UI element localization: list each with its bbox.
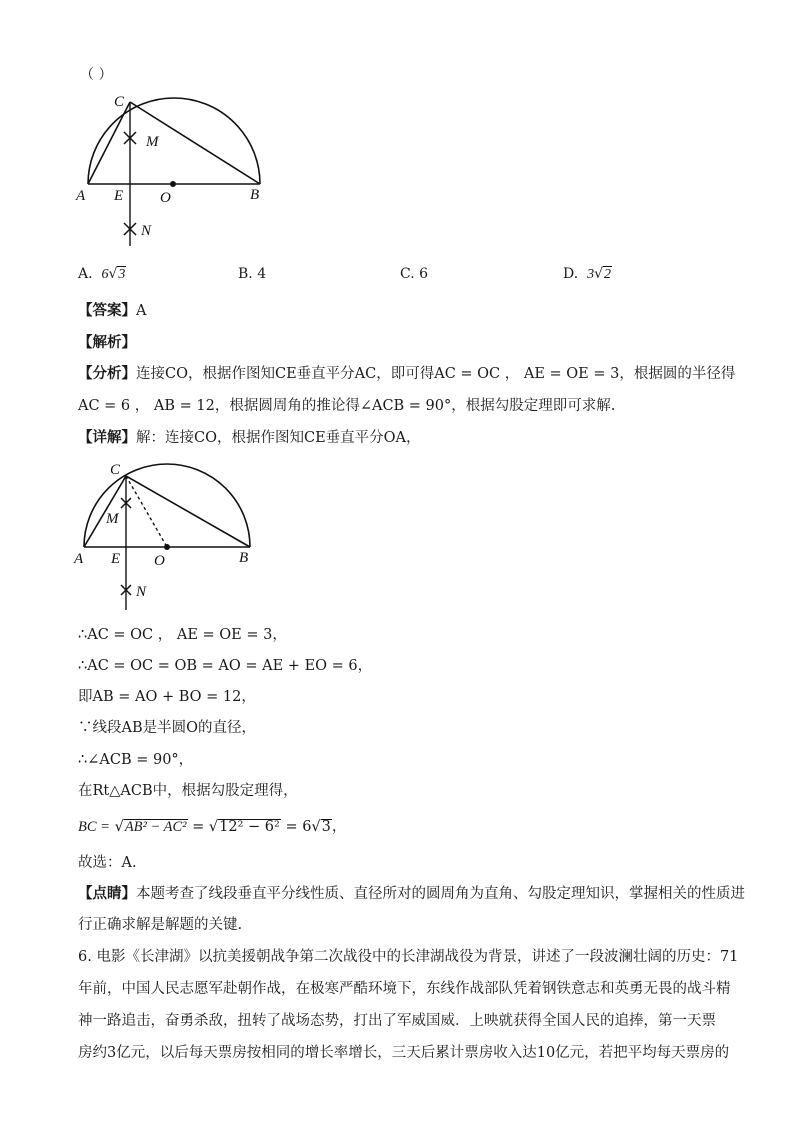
formula-root-2: 12² − 6² <box>219 819 280 835</box>
label-c: C <box>114 94 125 110</box>
formula-lhs: BC = <box>78 819 110 835</box>
option-b <box>238 266 266 282</box>
xiangjie-text: 解：连接CO，根据作图知CE垂直平分OA， <box>136 430 421 446</box>
formula-bc: BC = √AB² − AC² = √12² − 6² = 6√3， <box>78 819 347 835</box>
label-m-2: M <box>106 511 119 527</box>
step-5: ∴∠ACB = 90°， <box>78 752 194 768</box>
center-point-o-2 <box>164 544 170 550</box>
formula-result: = 6 <box>285 819 312 835</box>
figure-1-semicircle <box>70 88 280 248</box>
option-a-root: 3 <box>118 267 126 282</box>
fenxi-tag: 【分析】 <box>78 365 136 382</box>
step-3: 即AB = AO + BO = 12， <box>78 689 256 705</box>
label-e: E <box>114 188 124 204</box>
label-a: A <box>76 188 86 204</box>
question-6-line-1: 6. 电影《长津湖》以抗美援朝战争第二次战役中的长津湖战役为背景，讲述了一段波澜壮阔的历史：71 <box>78 949 739 965</box>
question-6-line-2: 年前，中国人民志愿军赴朝作战，在极寒严酷环境下，东线作战部队凭着钢铁意志和英勇无畏的战斗精 <box>78 981 731 997</box>
label-m: M <box>146 134 159 150</box>
xiangjie-tag: 【详解】 <box>78 429 136 446</box>
label-n-2: N <box>136 584 147 600</box>
answer-tag: 【答案】 <box>78 302 136 319</box>
question-6-line-3: 神一路追击，奋勇杀敌，扭转了战场态势，打出了军威国威．上映就获得全国人民的追捧，第一天票 <box>78 1013 716 1029</box>
option-b-value: 4 <box>257 266 267 282</box>
label-o-2: O <box>154 553 165 569</box>
option-d-letter: D. <box>563 266 579 282</box>
option-c-letter: C. <box>400 266 415 282</box>
formula-tail: ， <box>331 819 347 835</box>
option-d-root: 2 <box>604 267 612 282</box>
option-a-letter: A. <box>78 266 93 282</box>
fenxi-line-2: AC = 6 ， AB = 12，根据圆周角的推论得∠ACB = 90°，根据勾股定理即可求解. <box>78 398 616 414</box>
label-b: B <box>250 187 260 203</box>
option-d: D. 3√2 <box>563 266 612 282</box>
label-b-2: B <box>239 550 249 566</box>
fenxi-line-1 <box>78 364 735 384</box>
option-d-value: 3 <box>587 267 595 282</box>
fenxi-text-1: 连接CO，根据作图知CE垂直平分AC，即可得AC = OC ， AE = OE = 3，根据圆的半径得 <box>136 366 736 382</box>
question-6-line-4: 房约3亿元，以后每天票房按相同的增长率增长，三天后累计票房收入达10亿元，若把平均每天票房的 <box>78 1045 730 1061</box>
xiangjie-line <box>78 428 421 448</box>
analysis-tag: 【解析】 <box>78 334 136 351</box>
label-e-2: E <box>111 551 121 567</box>
step-1: ∴AC = OC ， AE = OE = 3， <box>78 627 287 643</box>
chord-ac-2 <box>84 476 126 547</box>
label-c-2: C <box>110 462 121 478</box>
chord-cb-2 <box>126 476 250 547</box>
label-a-2: A <box>74 551 84 567</box>
conclusion: 故选：A. <box>78 855 137 871</box>
label-o: O <box>160 190 171 206</box>
dianjing-tag: 【点睛】 <box>78 885 136 902</box>
dianjing-line-1 <box>78 884 745 904</box>
option-a-value: 6 <box>101 267 109 282</box>
answer-bracket: （ ） <box>80 67 113 83</box>
chord-ac <box>88 102 130 184</box>
center-point-o <box>170 181 176 187</box>
dianjing-text-1: 本题考查了线段垂直平分线性质、直径所对的圆周角为直角、勾股定理知识，掌握相关的性质进 <box>136 886 745 902</box>
answer-line <box>78 301 146 321</box>
formula-eq: = <box>192 819 205 835</box>
step-6: 在Rt△ACB中，根据勾股定理得， <box>78 783 298 799</box>
figure-2-semicircle <box>70 456 280 616</box>
option-c <box>400 266 428 282</box>
formula-root-1: AB² − AC² <box>124 819 187 835</box>
option-b-letter: B. <box>238 266 253 282</box>
answer-value: A <box>136 303 147 319</box>
formula-result-root: 3 <box>321 819 331 835</box>
option-a: A. 6√3 <box>78 266 126 282</box>
semicircle-arc <box>88 98 260 184</box>
dianjing-line-2: 行正确求解是解题的关键. <box>78 917 243 933</box>
dashed-segment-co <box>126 476 167 547</box>
label-n: N <box>141 223 152 239</box>
step-4: ∵线段AB是半圆O的直径， <box>78 720 257 736</box>
option-c-value: 6 <box>419 266 429 282</box>
step-2: ∴AC = OC = OB = AO = AE + EO = 6， <box>78 658 373 674</box>
